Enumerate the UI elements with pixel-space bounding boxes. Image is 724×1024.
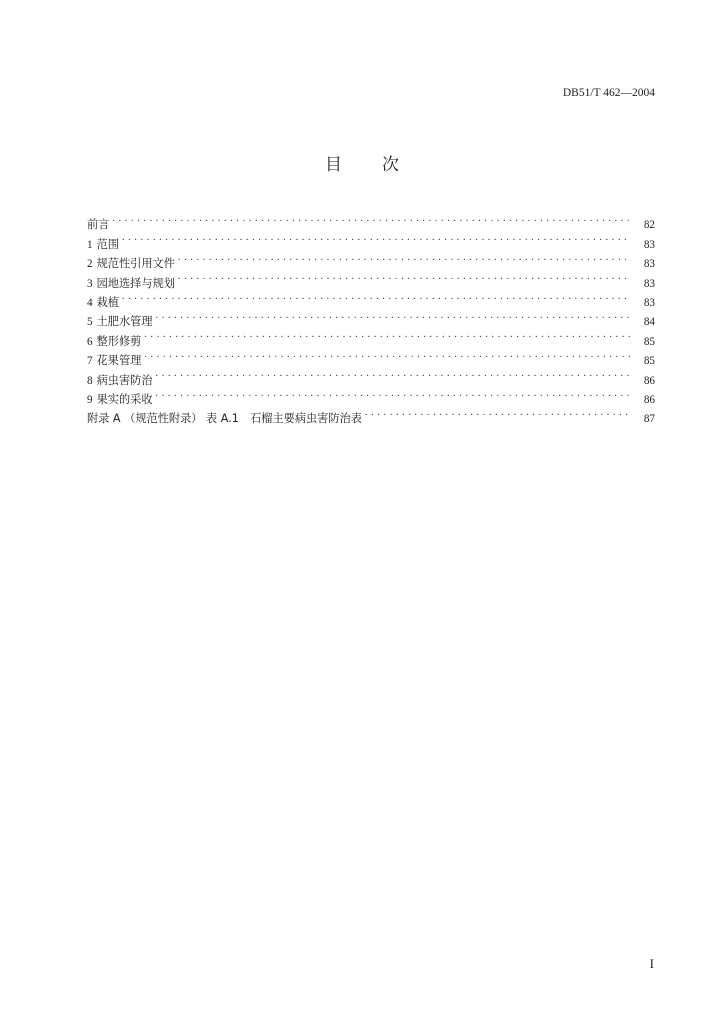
toc-entry-soil-fertilizer-water[interactable] — [87, 306, 655, 329]
document-code: DB51/T 462—2004 — [562, 87, 655, 99]
toc-entry-page: 84 — [643, 316, 655, 329]
toc-entry-page: 82 — [643, 219, 655, 232]
toc-entry-pest-control[interactable] — [87, 364, 655, 387]
toc-list — [87, 209, 655, 426]
toc-entry-label: 3 园地选择与规划 — [87, 276, 175, 290]
toc-entry-page: 83 — [643, 277, 655, 290]
toc-entry-page: 85 — [643, 355, 655, 368]
toc-entry-page: 83 — [643, 258, 655, 271]
toc-entry-page: 83 — [643, 296, 655, 309]
toc-entry-label: 前言 — [87, 218, 110, 232]
toc-entry-normative-references[interactable] — [87, 248, 655, 271]
toc-entry-label: 附录 A （规范性附录） 表 A.1 石榴主要病虫害防治表 — [87, 412, 362, 426]
toc-leader-dots — [122, 287, 631, 306]
toc-entry-pruning[interactable] — [87, 325, 655, 348]
toc-entry-harvest[interactable] — [87, 384, 655, 406]
toc-entry-label: 7 花果管理 — [87, 354, 142, 368]
toc-leader-dots — [365, 403, 631, 422]
toc-leader-dots — [144, 345, 631, 364]
toc-entry-label: 1 范围 — [87, 237, 119, 251]
toc-leader-dots — [156, 364, 631, 383]
toc-entry-page: 86 — [643, 393, 655, 406]
toc-entry-page: 85 — [643, 335, 655, 348]
toc-entry-planting[interactable] — [87, 287, 655, 309]
toc-entry-scope[interactable] — [87, 228, 655, 251]
toc-leader-dots — [112, 209, 631, 228]
toc-leader-dots — [144, 325, 631, 344]
toc-entry-page: 83 — [643, 238, 655, 251]
toc-leader-dots — [156, 306, 631, 325]
toc-entry-label: 4 栽植 — [87, 295, 119, 309]
toc-entry-appendix-a[interactable] — [87, 403, 655, 426]
toc-title-part2: 次 — [382, 155, 399, 175]
toc-entry-flower-fruit[interactable] — [87, 345, 655, 368]
page-number: I — [649, 956, 654, 971]
toc-entry-label: 6 整形修剪 — [87, 334, 142, 348]
toc-entry-label: 5 土肥水管理 — [87, 315, 153, 329]
toc-entry-label: 2 规范性引用文件 — [87, 257, 175, 271]
toc-entry-label: 8 病虫害防治 — [87, 373, 153, 387]
toc-entry-page: 87 — [643, 413, 655, 426]
toc-entry-page: 86 — [643, 374, 655, 387]
toc-title-part1: 目 — [325, 155, 342, 175]
toc-title — [0, 150, 724, 175]
toc-leader-dots — [178, 248, 631, 267]
toc-leader-dots — [178, 267, 631, 286]
toc-leader-dots — [122, 228, 631, 247]
toc-entry-label: 9 果实的采收 — [87, 392, 153, 406]
toc-entry-preface[interactable] — [87, 209, 655, 232]
toc-leader-dots — [156, 384, 631, 403]
